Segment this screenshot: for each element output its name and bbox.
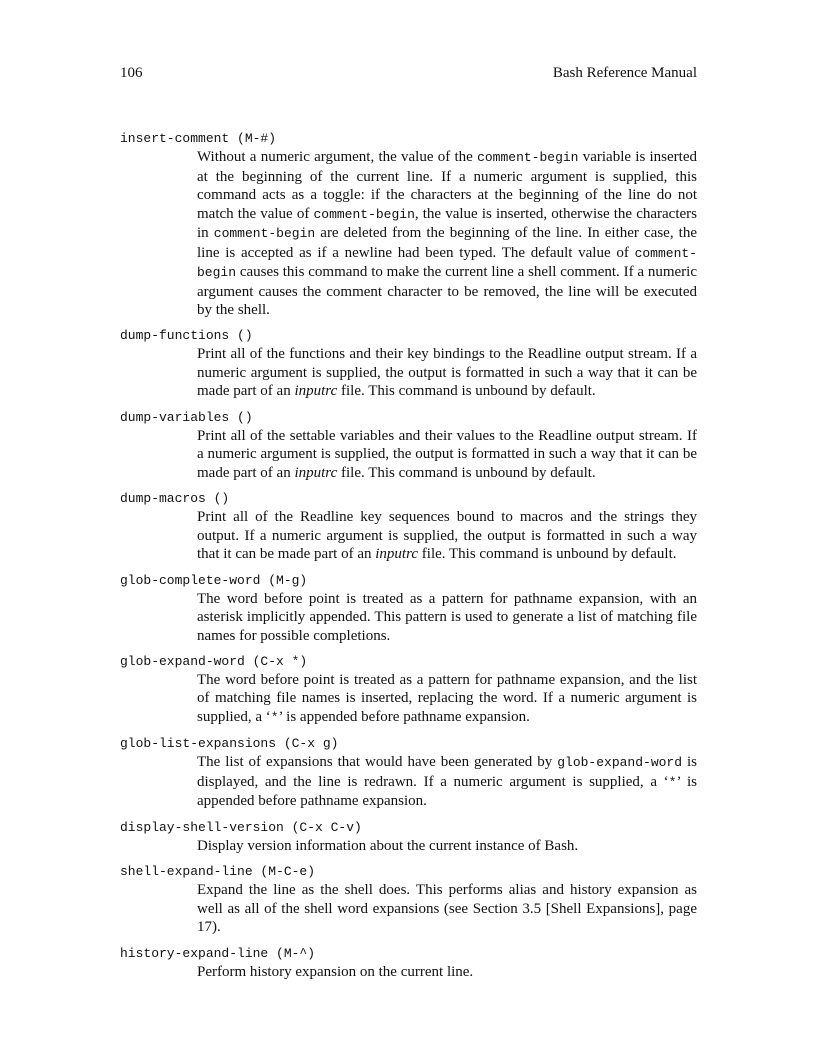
command-term: glob-expand-word (C-x *): [120, 653, 308, 669]
description-text: The word before point is treated as a pattern for pathname expansion, and the list of matching file names is inserted, replacing the word. If a numeric argument is supplied, a ‘: [197, 671, 697, 725]
description-text: Print all of the Readline key sequences bound to macros and the strings they output. If a numeric argument is supplied, the output is formatted in such a way that it can be made part of an: [197, 509, 697, 563]
description-text: causes this command to make the current line a shell comment. If a numeric argument causes the comment character to be removed, the line will be executed by the shell.: [197, 264, 697, 318]
inline-code: comment-begin: [213, 226, 316, 241]
inline-code: *: [668, 774, 677, 790]
command-term: dump-variables (): [120, 409, 253, 425]
command-entry: [120, 653, 697, 728]
description-text: The list of expansions that would have been generated by: [197, 754, 558, 771]
inline-code: comment-begin: [313, 206, 415, 222]
description-text: Perform history expansion on the current line.: [197, 963, 474, 980]
description-text: Without a numeric argument, the value of the: [197, 149, 478, 165]
command-term: glob-complete-word (M-g): [120, 572, 308, 588]
command-entry: [120, 409, 697, 483]
command-term: history-expand-line (M-^): [120, 945, 316, 961]
page-header: [120, 63, 697, 83]
command-entry: [120, 735, 697, 811]
command-description: [197, 671, 697, 728]
command-term: display-shell-version (C-x C-v): [120, 819, 362, 835]
command-description: [197, 753, 697, 811]
inline-code: comment-begin: [477, 150, 579, 165]
command-description: [197, 963, 697, 982]
command-description: [197, 881, 697, 937]
description-text: variable is inserted at the beginning of the current line. If a numeric argument is supplied, this command acts as a toggle: if the characters at the beginning of the line do not match the value of: [197, 149, 697, 222]
command-term: shell-expand-line (M-C-e): [120, 864, 316, 880]
description-text: , the value is inserted, otherwise the characters in: [197, 205, 697, 241]
command-term: dump-macros (): [120, 491, 230, 507]
description-text: are deleted from the beginning of the line. In either case, the line is accepted as if a newline had been typed. The default value of: [197, 225, 697, 261]
description-text: The word before point is treated as a pattern for pathname expansion, with an asterisk implicitly appended. This pattern is used to generate a list of matching file names for possible completions.: [197, 590, 697, 644]
command-description: [197, 590, 697, 646]
command-entry: [120, 130, 697, 320]
description-text: Print all of the settable variables and their values to the Readline output stream. If a numeric argument is supplied, the output is formatted in such a way that it can be made part of an: [197, 427, 697, 481]
command-entry: [120, 327, 697, 401]
description-text: file. This command is unbound by default.: [418, 546, 677, 563]
inline-code: comment-begin: [197, 245, 697, 280]
command-description: [197, 508, 697, 564]
command-description: [197, 148, 697, 320]
running-title: Bash Reference Manual: [552, 65, 697, 81]
description-text: file. This command is unbound by default.: [337, 383, 596, 400]
command-term: dump-functions (): [120, 328, 253, 344]
emphasized-text: inputrc: [375, 546, 419, 563]
description-text: Print all of the functions and their key bindings to the Readline output stream. If a numeric argument is supplied, the output is formatted in such a way that it can be made part of an: [197, 346, 697, 400]
description-text: is displayed, and the line is redrawn. If a numeric argument is supplied, a ‘: [197, 754, 697, 790]
description-text: file. This command is unbound by default.: [337, 464, 596, 481]
command-entry: [120, 819, 697, 856]
description-text: ’ is appended before pathname expansion.: [197, 773, 698, 810]
command-description: [197, 837, 697, 856]
command-entry: [120, 572, 697, 646]
inline-code: glob-expand-word: [557, 755, 683, 771]
command-entry: [120, 490, 697, 564]
command-entry: [120, 945, 697, 982]
inline-code: *: [270, 709, 279, 725]
description-text: ’ is appended before pathname expansion.: [278, 708, 530, 725]
command-term: insert-comment (M-#): [120, 131, 277, 146]
command-term: glob-list-expansions (C-x g): [120, 736, 339, 752]
emphasized-text: inputrc: [294, 383, 338, 400]
description-text: Display version information about the current instance of Bash.: [197, 837, 579, 854]
description-text: Expand the line as the shell does. This performs alias and history expansion as well as all of the shell word expansions (see Section 3.5 [Shell Expansions], page 17).: [197, 882, 697, 936]
command-list: [120, 130, 697, 989]
command-entry: [120, 863, 697, 937]
command-description: [197, 345, 697, 401]
emphasized-text: inputrc: [294, 464, 338, 481]
page-number: 106: [120, 65, 143, 81]
command-description: [197, 427, 697, 483]
